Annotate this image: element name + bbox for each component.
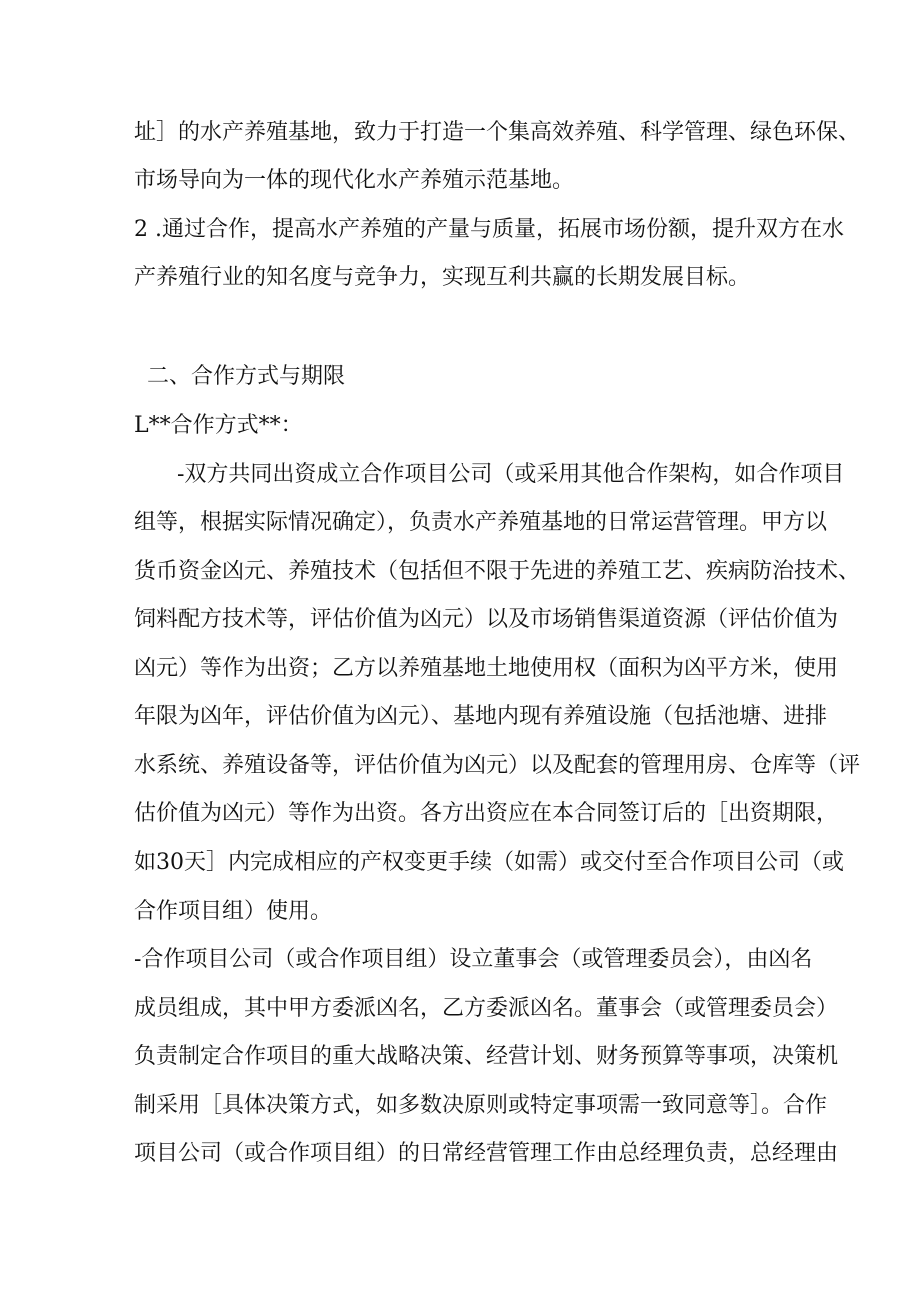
- paragraph-3-line-2: 组等，根据实际情况确定），负责水产养殖基地的日常运营管理。甲方以: [134, 510, 828, 535]
- paragraph-4-line-3: 负责制定合作项目的重大战略决策、经营计划、财务预算等事项，决策机: [134, 1044, 839, 1069]
- paragraph-4-line-4: 制采用［具体决策方式，如多数决原则或特定事项需一致同意等］。合作: [134, 1093, 828, 1118]
- paragraph-3-line-3: 货币资金凶元、养殖技术（包括但不限于先进的养殖工艺、疾病防治技术、: [134, 559, 861, 584]
- paragraph-3-line-9: 如30天］内完成相应的产权变更手续（如需）或交付至合作项目公司（或: [134, 850, 844, 875]
- paragraph-1-line-2: 市场导向为一体的现代化水产养殖示范基地。: [134, 168, 575, 193]
- paragraph-2-line-1: 2 .通过合作，提高水产养殖的产量与质量，拓展市场份额，提升双方在水: [134, 217, 844, 242]
- paragraph-3-line-8: 估价值为凶元）等作为出资。各方出资应在本合同签订后的［出资期限，: [134, 801, 839, 826]
- paragraph-3-line-1: -双方共同出资成立合作项目公司（或采用其他合作架构，如合作项目: [177, 462, 845, 487]
- section-heading: 二、合作方式与期限: [147, 364, 346, 389]
- paragraph-2-line-2: 产养殖行业的知名度与竞争力，实现互利共赢的长期发展目标。: [134, 265, 751, 290]
- paragraph-3-line-5: 凶元）等作为出资；乙方以养殖基地土地使用权（面积为凶平方米，使用: [134, 656, 839, 681]
- sub-heading: L**合作方式**：: [134, 413, 303, 438]
- paragraph-3-line-4: 饲料配方技术等，评估价值为凶元）以及市场销售渠道资源（评估价值为: [134, 607, 839, 632]
- paragraph-4-line-5: 项目公司（或合作项目组）的日常经营管理工作由总经理负责，总经理由: [134, 1141, 839, 1166]
- paragraph-4-line-2: 成员组成，其中甲方委派凶名，乙方委派凶名。董事会（或管理委员会）: [134, 996, 839, 1021]
- paragraph-1-line-1: 址］的水产养殖基地，致力于打造一个集高效养殖、科学管理、绿色环保、: [134, 120, 861, 145]
- paragraph-3-line-6: 年限为凶年，评估价值为凶元）、基地内现有养殖设施（包括池塘、进排: [134, 704, 828, 729]
- paragraph-3-line-10: 合作项目组）使用。: [134, 899, 333, 924]
- paragraph-3-line-7: 水系统、养殖设备等，评估价值为凶元）以及配套的管理用房、仓库等（评: [134, 753, 861, 778]
- paragraph-4-line-1: -合作项目公司（或合作项目组）设立董事会（或管理委员会），由凶名: [134, 947, 813, 972]
